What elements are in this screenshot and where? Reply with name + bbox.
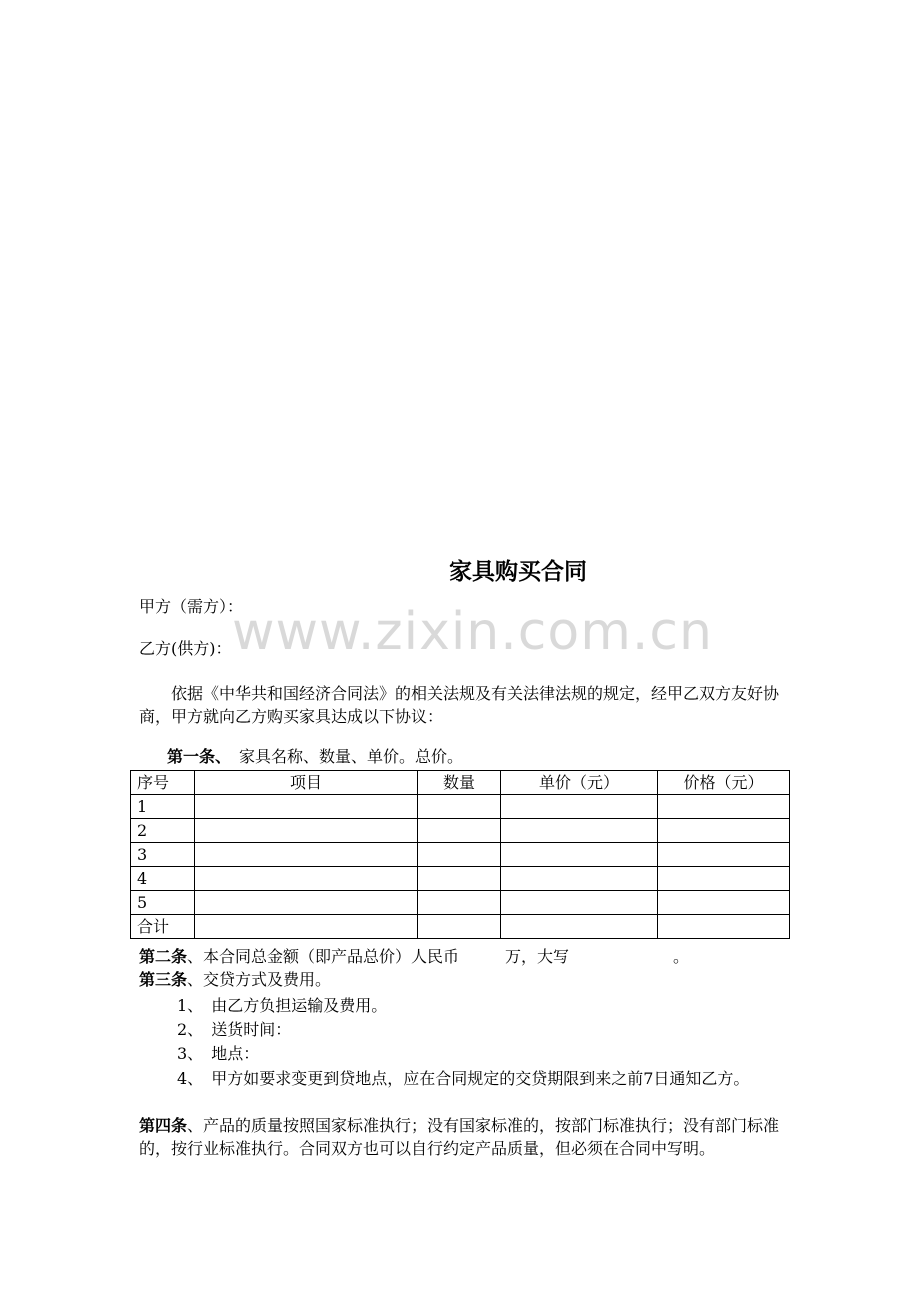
quantity-cell[interactable]: [418, 795, 501, 819]
header-index: 序号: [131, 771, 195, 795]
article-2-label: 第二条: [139, 947, 188, 966]
quantity-cell[interactable]: [418, 819, 501, 843]
unit-price-cell[interactable]: [501, 795, 658, 819]
quantity-cell[interactable]: [418, 891, 501, 915]
row-index: 1: [131, 795, 195, 819]
price-cell[interactable]: [658, 843, 790, 867]
price-cell[interactable]: [658, 795, 790, 819]
header-item: 项目: [195, 771, 418, 795]
article-3-item-4: [139, 1067, 789, 1090]
article-3-text: 、交贷方式及费用。: [187, 970, 332, 989]
article-3-item-2: [177, 1019, 291, 1041]
table-total-row: [131, 915, 790, 939]
preamble-paragraph: 依据《中华共和国经济合同法》的相关法规及有关法律法规的规定，经甲乙双方友好协商，甲方就向乙方购买家具达成以下协议：: [139, 684, 780, 726]
item-number: 2、: [177, 1020, 204, 1039]
unit-price-cell[interactable]: [501, 891, 658, 915]
price-cell[interactable]: [658, 867, 790, 891]
item-text: 由乙方负担运输及费用。: [211, 996, 388, 1015]
item-cell[interactable]: [195, 819, 418, 843]
article-1-heading: [167, 746, 463, 768]
item-text: 地点：: [211, 1044, 260, 1063]
unit-price-cell[interactable]: [501, 819, 658, 843]
article-1-text: 家具名称、数量、单价。总价。: [239, 747, 464, 766]
party-a-line: 甲方（需方）：: [139, 597, 244, 616]
table-row: [131, 795, 790, 819]
table-header-row: [131, 771, 790, 795]
article-4-paragraph: [139, 1114, 789, 1160]
item-text: 甲方如要求变更到贷地点，应在合同规定的交贷期限到来之前7日通知乙方。: [211, 1069, 750, 1088]
article-2-line: [139, 946, 689, 968]
item-number: 3、: [177, 1044, 204, 1063]
unit-price-cell[interactable]: [501, 843, 658, 867]
article-2-end: 。: [673, 947, 690, 966]
header-price: 价格（元）: [658, 771, 790, 795]
quantity-cell[interactable]: [418, 843, 501, 867]
row-index: 4: [131, 867, 195, 891]
item-cell[interactable]: [195, 843, 418, 867]
quantity-cell[interactable]: [418, 867, 501, 891]
unit-price-cell[interactable]: [501, 867, 658, 891]
article-3-heading: [139, 969, 331, 991]
row-index: 3: [131, 843, 195, 867]
quantity-cell[interactable]: [418, 915, 501, 939]
row-index: 2: [131, 819, 195, 843]
item-cell[interactable]: [195, 915, 418, 939]
item-number: 4、: [177, 1069, 204, 1088]
article-4-text: 、产品的质量按照国家标准执行；没有国家标准的，按部门标准执行；没有部门标准的，按行业标准执行。合同双方也可以自行约定产品质量，但必须在合同中写明。: [139, 1116, 780, 1158]
party-b-line: 乙方(供方)：: [139, 639, 232, 658]
total-label: 合计: [131, 915, 195, 939]
watermark: www.zixin.com.cn: [232, 602, 713, 662]
header-unit-price: 单价（元）: [501, 771, 658, 795]
row-index: 5: [131, 891, 195, 915]
table-row: [131, 891, 790, 915]
unit-price-cell[interactable]: [501, 915, 658, 939]
article-4-label: 第四条: [139, 1116, 188, 1135]
item-text: 送货时间：: [211, 1020, 292, 1039]
item-cell[interactable]: [195, 891, 418, 915]
article-3-item-1: [177, 995, 387, 1017]
table-row: [131, 819, 790, 843]
article-2-text: 、本合同总金额（即产品总价）人民币: [187, 947, 460, 966]
header-quantity: 数量: [418, 771, 501, 795]
table-row: [131, 843, 790, 867]
item-cell[interactable]: [195, 795, 418, 819]
item-cell[interactable]: [195, 867, 418, 891]
article-2-mid: 万，大写: [505, 947, 570, 966]
document-title: 家具购买合同: [449, 559, 587, 585]
item-number: 1、: [177, 996, 204, 1015]
table-row: [131, 867, 790, 891]
price-cell[interactable]: [658, 891, 790, 915]
article-3-item-3: [177, 1043, 259, 1065]
article-1-label: 第一条、: [167, 747, 232, 766]
price-cell[interactable]: [658, 819, 790, 843]
article-3-label: 第三条: [139, 970, 188, 989]
items-table: [130, 770, 790, 939]
price-cell[interactable]: [658, 915, 790, 939]
